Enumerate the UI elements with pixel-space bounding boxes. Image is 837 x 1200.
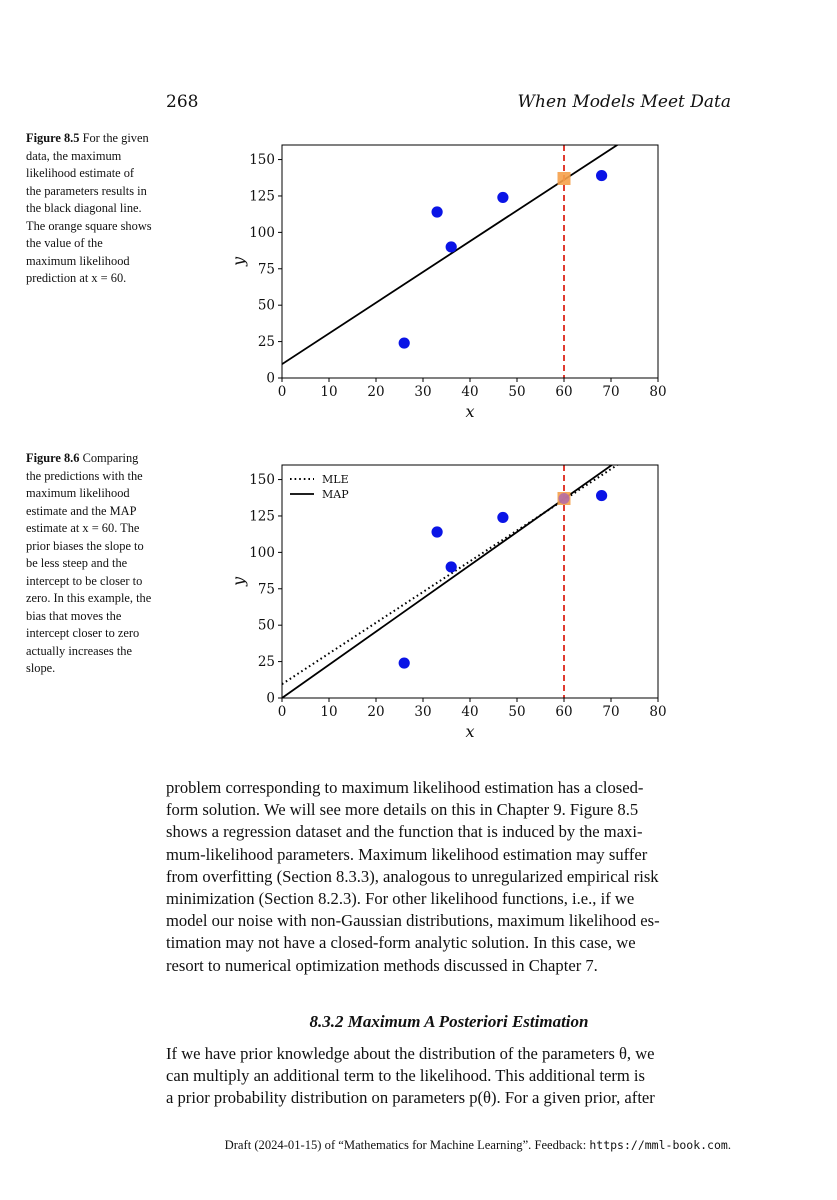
y-axis-label: y: [229, 576, 248, 587]
caption-text: For the given data, the maximum likelihood estimate of the parameters results in the black diagonal line. The orange square shows the value of the maximum likelihood prediction at x = 60.: [26, 131, 152, 285]
map-prediction-marker: [559, 493, 570, 504]
data-point: [596, 490, 607, 501]
x-tick-label: 80: [649, 704, 667, 720]
x-tick-label: 70: [602, 384, 620, 400]
body-paragraph: [166, 777, 732, 977]
data-point: [432, 526, 443, 537]
x-tick-label: 40: [461, 384, 479, 400]
caption-text: Comparing the predictions with the maximum likelihood estimate and the MAP estimate at x = 60. The prior biases the slope to be less steep and the intercept to be closer to zero. In this example, the bias that moves the intercept closer to zero actually increases the slope.: [26, 451, 152, 675]
text-line: minimization (Section 8.2.3). For other likelihood functions, i.e., if we: [166, 889, 635, 909]
y-tick-label: 25: [257, 654, 275, 671]
text-line: mum-likelihood parameters. Maximum likelihood estimation may suffer: [166, 844, 648, 864]
body-paragraph: [166, 1043, 732, 1110]
y-tick-label: 150: [249, 472, 275, 489]
x-tick-label: 40: [461, 704, 479, 720]
y-axis-label: y: [229, 256, 248, 267]
y-tick-label: 75: [257, 261, 275, 278]
text-line: problem corresponding to maximum likelihood estimation has a closed-: [166, 778, 644, 797]
x-axis-label: x: [465, 722, 475, 741]
x-tick-label: 10: [320, 704, 338, 720]
footer-url[interactable]: https://mml-book.com: [589, 1138, 728, 1152]
figure-label: Figure 8.5: [26, 131, 80, 145]
x-tick-label: 0: [277, 384, 287, 400]
figure-8-6-plot: [228, 450, 678, 750]
data-point: [399, 657, 410, 668]
text-line: form solution. We will see more details on this in Chapter 9. Figure 8.5: [166, 800, 639, 820]
y-tick-label: 50: [257, 297, 275, 314]
y-tick-label: 25: [257, 334, 275, 351]
y-tick-label: 0: [266, 370, 275, 387]
data-point: [446, 561, 457, 572]
y-tick-label: 125: [249, 508, 275, 525]
data-point: [399, 337, 410, 348]
fit-line: [282, 130, 658, 364]
page-number: 268: [166, 92, 199, 112]
footer-end: .: [727, 1138, 731, 1152]
text-line: can multiply an additional term to the likelihood. This additional term is: [166, 1066, 645, 1086]
text-line: resort to numerical optimization methods discussed in Chapter 7.: [166, 955, 598, 975]
data-point: [446, 241, 457, 252]
y-tick-label: 125: [249, 188, 275, 205]
running-header: When Models Meet Data: [517, 92, 731, 112]
figure-label: Figure 8.6: [26, 451, 80, 465]
figure-8-6-caption: [26, 450, 152, 678]
x-tick-label: 70: [602, 704, 620, 720]
section-heading: 8.3.2 Maximum A Posteriori Estimation: [309, 1012, 589, 1031]
y-tick-label: 50: [257, 617, 275, 634]
text-line: If we have prior knowledge about the distribution of the parameters θ, we: [166, 1044, 655, 1063]
text-line: shows a regression dataset and the function that is induced by the maxi-: [166, 822, 643, 842]
x-tick-label: 80: [649, 384, 667, 400]
x-tick-label: 30: [414, 384, 432, 400]
y-tick-label: 0: [266, 690, 275, 707]
figure-8-5-plot: [228, 130, 678, 430]
text-line: model our noise with non-Gaussian distributions, maximum likelihood es-: [166, 911, 660, 931]
x-tick-label: 50: [508, 704, 526, 720]
mle-prediction-marker: [558, 172, 571, 185]
legend-label: MLE: [322, 473, 349, 486]
text-line: from overfitting (Section 8.3.3), analogous to unregularized empirical risk: [166, 866, 659, 886]
x-tick-label: 10: [320, 384, 338, 400]
data-point: [432, 206, 443, 217]
text-line: timation may not have a closed-form analytic solution. In this case, we: [166, 933, 636, 953]
footer-text: Draft (2024-01-15) of “Mathematics for Machine Learning”. Feedback:: [224, 1138, 590, 1152]
page-footer: [0, 1138, 731, 1153]
text-line: a prior probability distribution on parameters p(θ). For a given prior, after: [166, 1088, 655, 1108]
data-point: [497, 512, 508, 523]
y-tick-label: 100: [249, 224, 275, 241]
plot-area: [282, 130, 658, 378]
data-point: [596, 170, 607, 181]
legend-label: MAP: [322, 488, 349, 501]
y-tick-label: 100: [249, 544, 275, 561]
figure-8-5-caption: [26, 130, 152, 288]
x-tick-label: 60: [555, 384, 573, 400]
y-tick-label: 75: [257, 581, 275, 598]
x-axis-label: x: [465, 402, 475, 421]
y-tick-label: 150: [249, 152, 275, 169]
x-tick-label: 50: [508, 384, 526, 400]
data-point: [497, 192, 508, 203]
x-tick-label: 20: [367, 384, 385, 400]
x-tick-label: 60: [555, 704, 573, 720]
x-tick-label: 0: [277, 704, 287, 720]
legend: [290, 473, 349, 501]
x-tick-label: 20: [367, 704, 385, 720]
x-tick-label: 30: [414, 704, 432, 720]
